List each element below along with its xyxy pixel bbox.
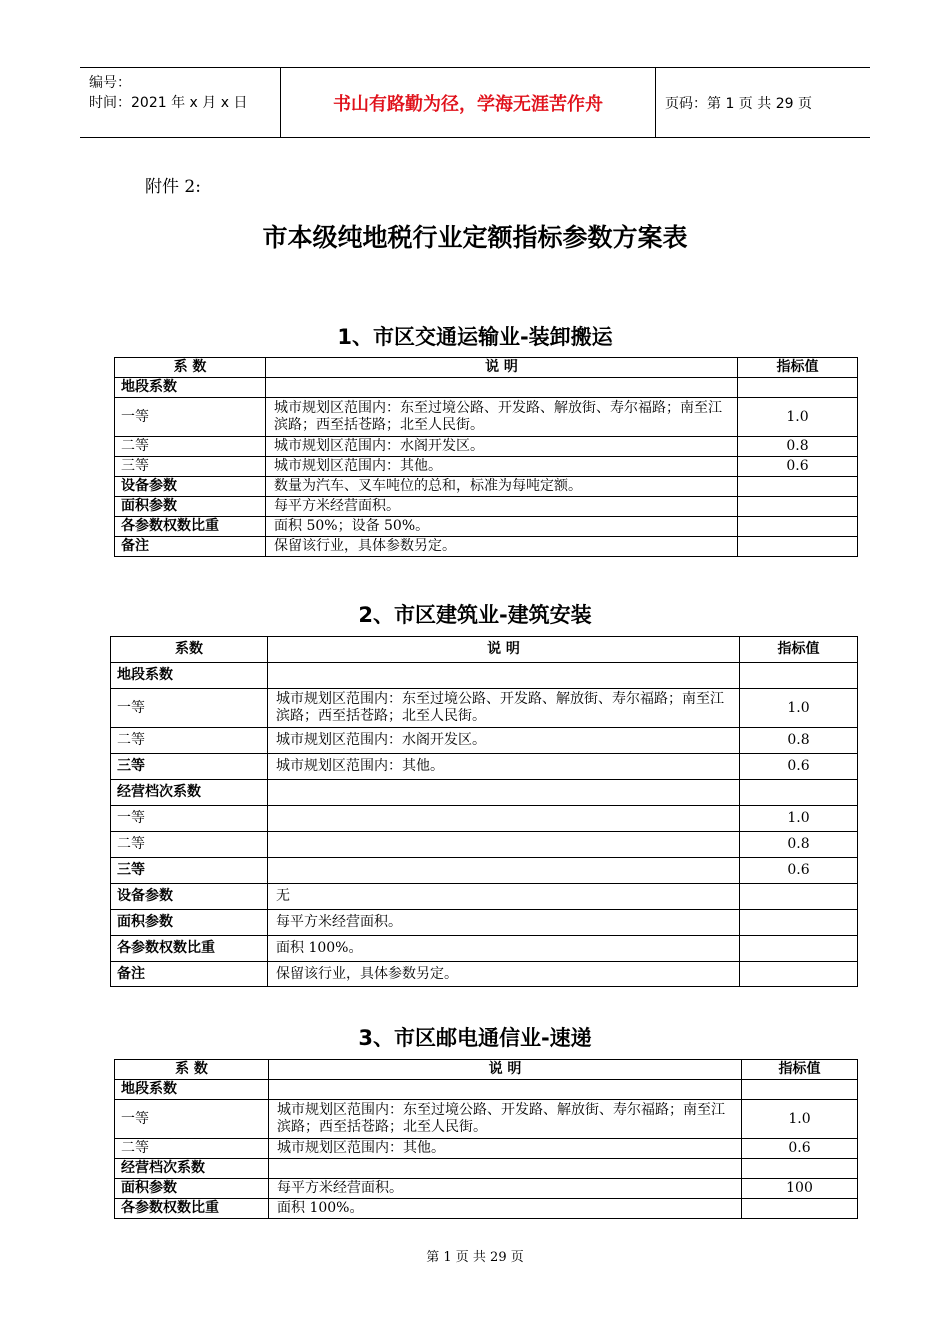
index-value-cell: 1.0 xyxy=(740,689,858,728)
description-cell: 城市规划区范围内：其他。 xyxy=(269,1139,742,1159)
column-header: 说 明 xyxy=(268,637,740,663)
index-value-cell xyxy=(740,780,858,806)
table-header-row xyxy=(115,1060,858,1080)
column-header: 说 明 xyxy=(266,358,738,378)
column-header: 系 数 xyxy=(115,358,266,378)
document-title: 市本级纯地税行业定额指标参数方案表 xyxy=(262,223,688,252)
coefficient-cell: 三等 xyxy=(111,754,268,780)
index-value-cell xyxy=(738,537,858,557)
table-row xyxy=(115,517,858,537)
description-cell xyxy=(266,378,738,398)
description-cell: 每平方米经营面积。 xyxy=(268,910,740,936)
table-body xyxy=(111,637,858,987)
table-row xyxy=(111,754,858,780)
time-label: 时间：2021 年 x 月 x 日 xyxy=(89,95,248,111)
table-row xyxy=(111,962,858,987)
page-header xyxy=(80,67,870,138)
column-header: 系数 xyxy=(111,637,268,663)
index-value-cell: 0.6 xyxy=(740,858,858,884)
table-header-row xyxy=(115,358,858,378)
index-value-cell: 0.6 xyxy=(740,754,858,780)
description-cell xyxy=(268,832,740,858)
description-cell: 面积 100%。 xyxy=(269,1199,742,1219)
description-cell: 保留该行业，具体参数另定。 xyxy=(268,962,740,987)
header-motto: 书山有路勤为径，学海无涯苦作舟 xyxy=(280,68,656,137)
table-row xyxy=(115,1139,858,1159)
description-cell: 每平方米经营面积。 xyxy=(269,1179,742,1199)
description-cell: 保留该行业，具体参数另定。 xyxy=(266,537,738,557)
table-row xyxy=(115,1179,858,1199)
coefficient-cell: 经营档次系数 xyxy=(111,780,268,806)
description-cell: 无 xyxy=(268,884,740,910)
coefficient-cell: 备注 xyxy=(111,962,268,987)
section-1-table xyxy=(114,357,858,557)
description-cell: 面积 100%。 xyxy=(268,936,740,962)
index-value-cell xyxy=(740,962,858,987)
description-cell: 城市规划区范围内：东至过境公路、开发路、解放街、寿尔福路；南至江滨路；西至括苍路；北至人民街。 xyxy=(268,689,740,728)
table-row xyxy=(115,1080,858,1100)
table-row xyxy=(115,537,858,557)
coefficient-cell: 一等 xyxy=(111,806,268,832)
index-value-cell: 0.8 xyxy=(740,728,858,754)
table-row xyxy=(111,858,858,884)
table-row xyxy=(115,457,858,477)
table-row xyxy=(111,689,858,728)
index-value-cell xyxy=(738,477,858,497)
coefficient-cell: 地段系数 xyxy=(115,1080,269,1100)
description-cell: 城市规划区范围内：东至过境公路、开发路、解放街、寿尔福路；南至江滨路；西至括苍路；北至人民街。 xyxy=(266,398,738,437)
coefficient-cell: 面积参数 xyxy=(111,910,268,936)
coefficient-cell: 各参数权数比重 xyxy=(115,517,266,537)
table-row xyxy=(111,884,858,910)
index-value-cell xyxy=(742,1080,858,1100)
index-value-cell xyxy=(740,936,858,962)
table-row xyxy=(111,780,858,806)
table-row xyxy=(115,1100,858,1139)
table-row xyxy=(111,806,858,832)
index-value-cell: 0.6 xyxy=(742,1139,858,1159)
column-header: 指标值 xyxy=(740,637,858,663)
coefficient-cell: 二等 xyxy=(115,437,266,457)
coefficient-cell: 一等 xyxy=(115,1100,269,1139)
table-body xyxy=(115,358,858,557)
table-row xyxy=(111,832,858,858)
description-cell: 城市规划区范围内：水阁开发区。 xyxy=(266,437,738,457)
coefficient-cell: 设备参数 xyxy=(115,477,266,497)
table-row xyxy=(111,910,858,936)
coefficient-cell: 二等 xyxy=(111,728,268,754)
table-row xyxy=(115,477,858,497)
coefficient-cell: 一等 xyxy=(115,398,266,437)
description-cell xyxy=(268,663,740,689)
table-row xyxy=(115,1159,858,1179)
index-value-cell: 0.6 xyxy=(738,457,858,477)
description-cell: 每平方米经营面积。 xyxy=(266,497,738,517)
section-1-title: 1、市区交通运输业-装卸搬运 xyxy=(337,325,613,349)
description-cell xyxy=(269,1080,742,1100)
attachment-label: 附件 2: xyxy=(145,177,201,197)
description-cell: 城市规划区范围内：其他。 xyxy=(268,754,740,780)
index-value-cell xyxy=(738,517,858,537)
index-value-cell: 1.0 xyxy=(740,806,858,832)
page-footer: 第 1 页 共 29 页 xyxy=(426,1250,524,1265)
description-cell xyxy=(269,1159,742,1179)
section-3-title: 3、市区邮电通信业-速递 xyxy=(358,1026,592,1050)
coefficient-cell: 设备参数 xyxy=(111,884,268,910)
description-cell: 城市规划区范围内：水阁开发区。 xyxy=(268,728,740,754)
table-row xyxy=(115,437,858,457)
description-cell: 城市规划区范围内：其他。 xyxy=(266,457,738,477)
number-label: 编号： xyxy=(89,75,131,91)
index-value-cell: 1.0 xyxy=(738,398,858,437)
section-3-table xyxy=(114,1059,858,1219)
column-header: 系 数 xyxy=(115,1060,269,1080)
table-row xyxy=(111,663,858,689)
description-cell xyxy=(268,780,740,806)
index-value-cell: 0.8 xyxy=(738,437,858,457)
coefficient-cell: 各参数权数比重 xyxy=(115,1199,269,1219)
table-row xyxy=(115,398,858,437)
description-cell: 数量为汽车、叉车吨位的总和，标准为每吨定额。 xyxy=(266,477,738,497)
coefficient-cell: 面积参数 xyxy=(115,1179,269,1199)
index-value-cell xyxy=(740,663,858,689)
coefficient-cell: 各参数权数比重 xyxy=(111,936,268,962)
section-2-table xyxy=(110,636,858,987)
table-header-row xyxy=(111,637,858,663)
description-cell xyxy=(268,858,740,884)
index-value-cell xyxy=(742,1159,858,1179)
coefficient-cell: 一等 xyxy=(111,689,268,728)
coefficient-cell: 地段系数 xyxy=(111,663,268,689)
table-row xyxy=(115,497,858,517)
index-value-cell: 0.8 xyxy=(740,832,858,858)
index-value-cell xyxy=(740,884,858,910)
coefficient-cell: 地段系数 xyxy=(115,378,266,398)
column-header: 指标值 xyxy=(742,1060,858,1080)
column-header: 说 明 xyxy=(269,1060,742,1080)
column-header: 指标值 xyxy=(738,358,858,378)
coefficient-cell: 面积参数 xyxy=(115,497,266,517)
header-page-code: 页码：第 1 页 共 29 页 xyxy=(665,95,812,112)
coefficient-cell: 二等 xyxy=(111,832,268,858)
coefficient-cell: 二等 xyxy=(115,1139,269,1159)
index-value-cell: 100 xyxy=(742,1179,858,1199)
description-cell: 城市规划区范围内：东至过境公路、开发路、解放街、寿尔福路；南至江滨路；西至括苍路；北至人民街。 xyxy=(269,1100,742,1139)
coefficient-cell: 备注 xyxy=(115,537,266,557)
table-row xyxy=(115,378,858,398)
index-value-cell xyxy=(740,910,858,936)
header-meta xyxy=(80,68,280,137)
index-value-cell xyxy=(742,1199,858,1219)
index-value-cell xyxy=(738,497,858,517)
index-value-cell: 1.0 xyxy=(742,1100,858,1139)
coefficient-cell: 经营档次系数 xyxy=(115,1159,269,1179)
table-row xyxy=(111,728,858,754)
description-cell xyxy=(268,806,740,832)
section-2-title: 2、市区建筑业-建筑安装 xyxy=(358,603,592,627)
table-row xyxy=(111,936,858,962)
index-value-cell xyxy=(738,378,858,398)
coefficient-cell: 三等 xyxy=(111,858,268,884)
description-cell: 面积 50%；设备 50%。 xyxy=(266,517,738,537)
table-row xyxy=(115,1199,858,1219)
table-body xyxy=(115,1060,858,1219)
coefficient-cell: 三等 xyxy=(115,457,266,477)
